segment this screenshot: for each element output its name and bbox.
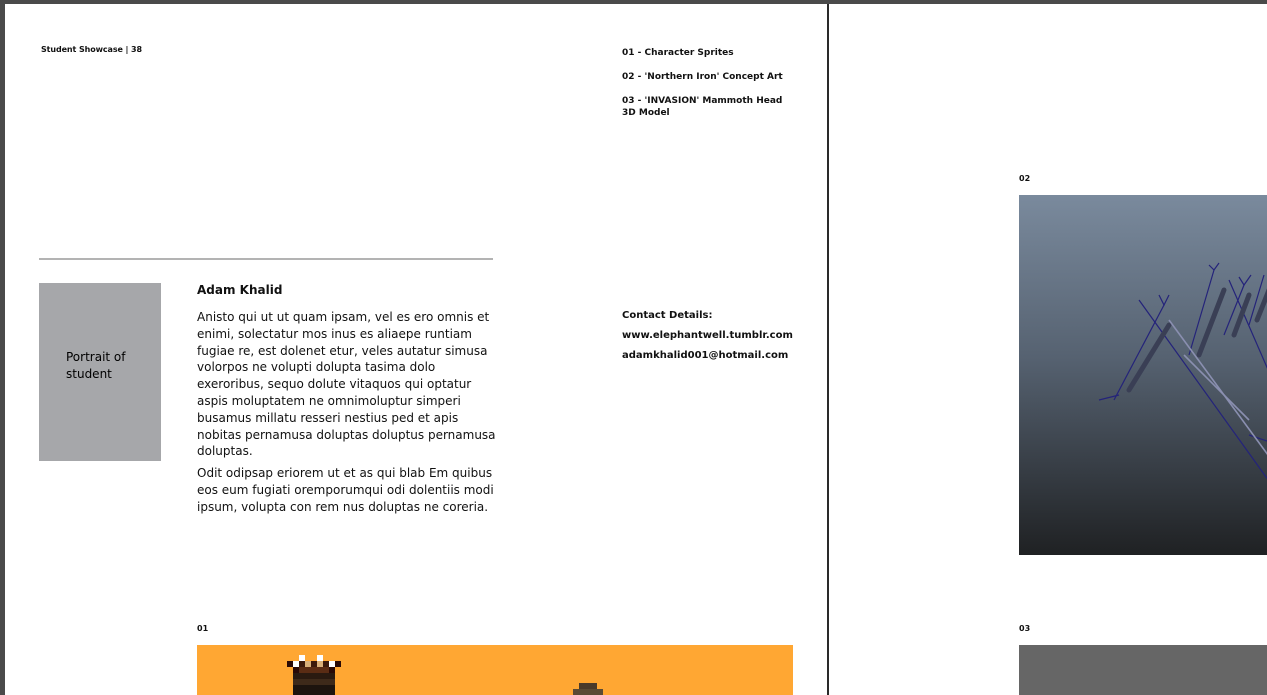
figure-1-number: 01: [197, 624, 209, 633]
figure-3-image: [1019, 645, 1267, 695]
portrait-label: Portrait of student: [66, 350, 126, 381]
figure-index: [622, 47, 792, 131]
figure-1-image: [197, 645, 793, 695]
page-header: Student Showcase | 38: [41, 45, 142, 54]
figure-index-item: 01 - Character Sprites: [622, 48, 734, 58]
contact-details: [622, 306, 793, 366]
bio-paragraph: Odit odipsap eriorem ut et as qui blab Em quibus eos eum fugiati oremporumqui odi dolentiis modi ipsum, volupta con rem nus doluptas ne coreria.: [197, 466, 494, 514]
contact-website: www.elephantwell.tumblr.com: [622, 330, 793, 341]
student-bio: [197, 309, 497, 521]
contact-heading: Contact Details:: [622, 310, 713, 321]
figure-index-item: 02 - 'Northern Iron' Concept Art: [622, 72, 783, 82]
figure-2-number: 02: [1019, 174, 1031, 183]
contact-email: adamkhalid001@hotmail.com: [622, 350, 789, 361]
student-name: Adam Khalid: [197, 283, 283, 297]
wireframe-model-icon: [1019, 195, 1267, 555]
divider-rule: [39, 258, 493, 260]
bio-paragraph: Anisto qui ut ut quam ipsam, vel es ero omnis et enimi, solectatur mos inus es aliaepe runtiam fugiae re, est dolenet etur, veles autatur simusa volorpos ne volupti dolupta tasima dolo exeroribus, sequo dolute vitaquos qui optatur aspis moluptatem ne omnimoluptur simperi busamus millatu resseri nestius ped et apis nobitas pernamusa doluptas doluptus pernamusa doluptas.: [197, 310, 496, 459]
left-page: [5, 4, 827, 695]
character-sprites-icon: [197, 645, 793, 695]
right-page: [829, 4, 1267, 695]
figure-3-number: 03: [1019, 624, 1031, 633]
figure-index-item: 03 - 'INVASION' Mammoth Head 3D Model: [622, 96, 783, 118]
portrait-placeholder: [39, 283, 161, 461]
figure-2-image: [1019, 195, 1267, 555]
